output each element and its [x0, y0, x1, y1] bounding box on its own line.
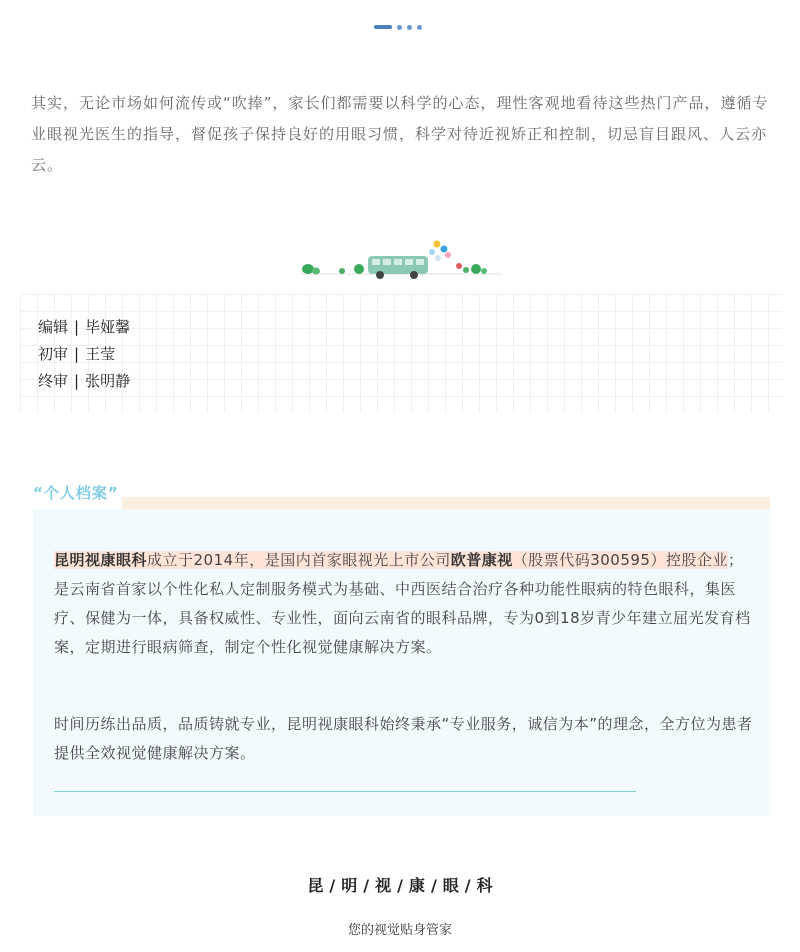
credits-grid-panel — [20, 294, 782, 412]
profile-paragraph-1: 昆明视康眼科成立于2014年，是国内首家眼视光上市公司欧普康视（股票代码300595）控股企业；是云南省首家以个性化私人定制服务模式为基础、中西医结合治疗各种功能性眼病的特色眼科，集医疗、保健为一体，具备权威性、专业性，面向云南省的眼科品牌，专为0到18岁青少年建立屈光发育档案，定期进行眼病筛查，制定个性化视觉健康解决方案。 — [54, 551, 751, 656]
page-indicator-dot — [407, 25, 412, 30]
profile-title-strip — [122, 497, 770, 509]
page-indicator — [374, 24, 422, 30]
profile-paragraph-2: 时间历练出品质，品质铸就专业，昆明视康眼科始终秉承“专业服务，诚信为本”的理念，全方位为患者提供全效视觉健康解决方案。 — [54, 715, 753, 762]
parent-company: 欧普康视 — [450, 551, 513, 569]
brand-slogan: 您的视觉贴身管家 — [347, 923, 452, 938]
profile-divider — [54, 791, 636, 792]
page-indicator-dot — [397, 25, 402, 30]
credit-final-review: 终审 | 张明静 — [38, 372, 131, 390]
credit-first-review: 初审 | 王莹 — [38, 345, 116, 363]
page-indicator-dot — [417, 25, 422, 30]
brand-name: 昆 / 明 / 视 / 康 / 眼 / 科 — [307, 876, 493, 895]
bus-balloons-illustration — [296, 240, 506, 284]
org-name: 昆明视康眼科 — [54, 551, 148, 569]
page-indicator-active — [374, 25, 392, 29]
profile-title: “个人档案” — [33, 484, 119, 502]
intro-paragraph: 其实，无论市场如何流传或“吹捧”，家长们都需要以科学的心态，理性客观地看待这些热门产品，遵循专业眼视光医生的指导，督促孩子保持良好的用眼习惯，科学对待近视矫正和控制，切忌盲目跟风、人云亦云。 — [31, 94, 769, 174]
credit-editor: 编辑 | 毕娅馨 — [38, 318, 131, 336]
